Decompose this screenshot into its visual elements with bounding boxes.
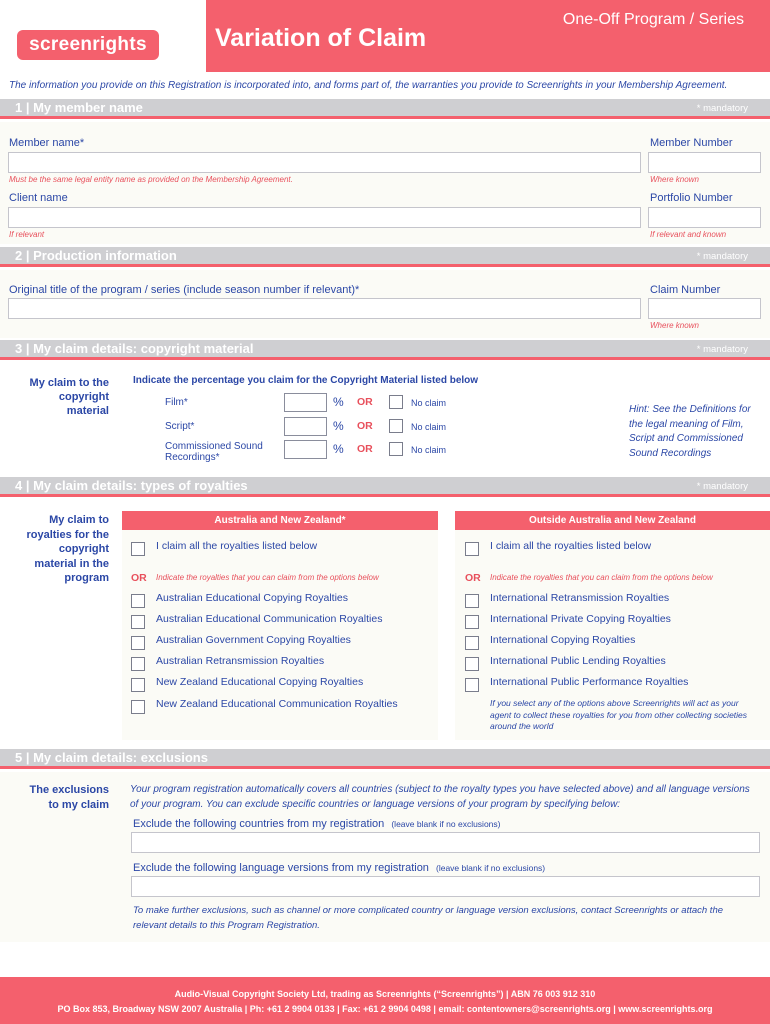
intl-or-hint: Indicate the royalties that you can claim from the options below [490,573,713,582]
script-or: OR [357,420,373,432]
exclude-languages-field[interactable] [131,876,760,897]
sound-recordings-percent-field[interactable] [284,440,327,459]
portfolio-number-label: Portfolio Number [650,192,733,204]
exclude-languages-label-row [133,862,545,874]
member-number-label: Member Number [650,137,733,149]
footer-company-line: Audio-Visual Copyright Society Ltd, trading as Screenrights (“Screenrights”) | ABN 76 003 912 310 [174,989,596,999]
sound-recordings-or: OR [357,443,373,455]
screenrights-logo: screenrights [17,30,159,60]
claim-number-field[interactable] [648,298,761,319]
claim-number-hint: Where known [650,321,699,330]
intl-royalty-checkbox[interactable] [465,657,479,671]
exclude-countries-label: Exclude the following countries from my registration [133,818,385,830]
claim-number-label: Claim Number [650,284,721,296]
script-percent-field[interactable] [284,417,327,436]
exclusions-side-label: The exclusions to my claim [29,784,109,811]
section-2-bar [0,247,770,267]
anz-royalty-checkbox[interactable] [131,594,145,608]
section-1-bar [0,99,770,119]
copyright-claim-side-label: My claim to the copyright material [29,377,109,417]
intl-claim-all-label: I claim all the royalties listed below [490,540,652,552]
mandatory-note: * mandatory [696,251,748,262]
section-4-bar [0,477,770,497]
section-2-title: 2 | Production information [15,248,177,263]
anz-heading: Australia and New Zealand* [122,511,438,530]
intl-royalty-label: International Copying Royalties [490,634,636,646]
form-title: Variation of Claim [215,24,427,52]
anz-royalty-checkbox[interactable] [131,615,145,629]
section-1-title: 1 | My member name [15,100,143,115]
section-3-title: 3 | My claim details: copyright material [15,341,254,356]
member-name-field[interactable] [8,152,641,173]
intl-royalty-checkbox[interactable] [465,615,479,629]
anz-claim-all-checkbox[interactable] [131,542,145,556]
intl-claim-all-checkbox[interactable] [465,542,479,556]
footer-bar [0,977,770,1024]
member-name-label: Member name* [9,137,85,149]
definitions-hint: Hint: See the Definitions for the legal meaning of Film, Script and Commissioned Sound Recordings [629,404,751,459]
intl-royalty-checkbox[interactable] [465,636,479,650]
film-no-claim-checkbox[interactable] [389,395,403,409]
anz-royalty-label: Australian Government Copying Royalties [156,634,351,646]
royalties-side-label: My claim to royalties for the copyright material in the program [26,514,109,584]
sound-recordings-no-claim-label: No claim [411,445,447,455]
script-label: Script* [165,421,195,432]
further-exclusions-note: To make further exclusions, such as channel or more complicated country or language version exclusions, contact Screenrights or attach the relevant details to this Program Registration. [133,905,724,931]
section-3-bar [0,340,770,360]
intl-royalty-label: International Public Lending Royalties [490,655,666,667]
anz-claim-all-label: I claim all the royalties listed below [156,540,318,552]
client-name-field[interactable] [8,207,641,228]
portfolio-number-field[interactable] [648,207,761,228]
intl-royalty-checkbox[interactable] [465,678,479,692]
client-name-label: Client name [9,192,68,204]
section-5-title: 5 | My claim details: exclusions [15,750,208,765]
member-name-hint: Must be the same legal entity name as provided on the Membership Agreement. [9,175,293,184]
anz-royalty-checkbox[interactable] [131,636,145,650]
intl-or: OR [465,572,481,584]
anz-royalty-label: New Zealand Educational Copying Royalties [156,676,364,688]
client-name-hint: If relevant [9,230,45,239]
exclude-languages-label: Exclude the following language versions from my registration [133,862,429,874]
original-title-field[interactable] [8,298,641,319]
script-no-claim-label: No claim [411,422,447,432]
intl-royalty-label: International Retransmission Royalties [490,592,670,604]
anz-or: OR [131,572,147,584]
film-no-claim-label: No claim [411,398,447,408]
anz-royalty-label: New Zealand Educational Communication Royalties [156,698,398,710]
anz-royalty-label: Australian Educational Communication Royalties [156,613,383,625]
script-no-claim-checkbox[interactable] [389,419,403,433]
film-percent-field[interactable] [284,393,327,412]
section-5-bar [0,749,770,769]
sound-recordings-no-claim-checkbox[interactable] [389,442,403,456]
intro-text: The information you provide on this Registration is incorporated into, and forms part of, the warranties you provide to Screenrights in your Membership Agreement. [9,80,728,91]
script-percent-sign: % [333,419,344,433]
original-title-label: Original title of the program / series (include season number if relevant)* [9,284,360,296]
form-subtitle: One-Off Program / Series [562,11,744,28]
anz-royalty-checkbox[interactable] [131,700,145,714]
intl-royalty-label: International Private Copying Royalties [490,613,671,625]
sound-recordings-percent-sign: % [333,442,344,456]
exclude-countries-field[interactable] [131,832,760,853]
member-number-field[interactable] [648,152,761,173]
anz-royalty-checkbox[interactable] [131,678,145,692]
anz-royalty-label: Australian Retransmission Royalties [156,655,325,667]
intl-royalty-label: International Public Performance Royalties [490,676,689,688]
film-percent-sign: % [333,395,344,409]
intl-royalty-checkbox[interactable] [465,594,479,608]
exclude-countries-label-row [133,818,500,830]
exclude-countries-hint: (leave blank if no exclusions) [391,819,501,829]
anz-royalty-checkbox[interactable] [131,657,145,671]
film-or: OR [357,396,373,408]
mandatory-note: * mandatory [696,103,748,114]
exclusions-intro: Your program registration automatically covers all countries (subject to the royalty types you have selected above) and all language versions of your program. You can exclude specific countries or language versions of your program by specifying below: [130,784,750,810]
mandatory-note: * mandatory [696,481,748,492]
footer-contact-line: PO Box 853, Broadway NSW 2007 Australia | Ph: +61 2 9904 0133 | Fax: +61 2 9904 0498 | email: contentowners@screenrights.org | www.screenrights.org [57,1004,713,1014]
portfolio-number-hint: If relevant and known [650,230,727,239]
mandatory-note: * mandatory [696,344,748,355]
film-label: Film* [165,397,188,408]
copyright-instruction: Indicate the percentage you claim for the Copyright Material listed below [133,375,479,386]
exclude-languages-hint: (leave blank if no exclusions) [436,863,546,873]
anz-royalty-label: Australian Educational Copying Royalties [156,592,349,604]
sound-recordings-label: Commissioned Sound Recordings* [165,441,263,463]
intl-heading: Outside Australia and New Zealand [455,511,770,530]
section-4-title: 4 | My claim details: types of royalties [15,478,248,493]
member-number-hint: Where known [650,175,699,184]
anz-or-hint: Indicate the royalties that you can claim from the options below [156,573,379,582]
intl-agent-note: If you select any of the options above Screenrights will act as your agent to collect these royalties for you from other collecting societies around the world [490,698,748,731]
